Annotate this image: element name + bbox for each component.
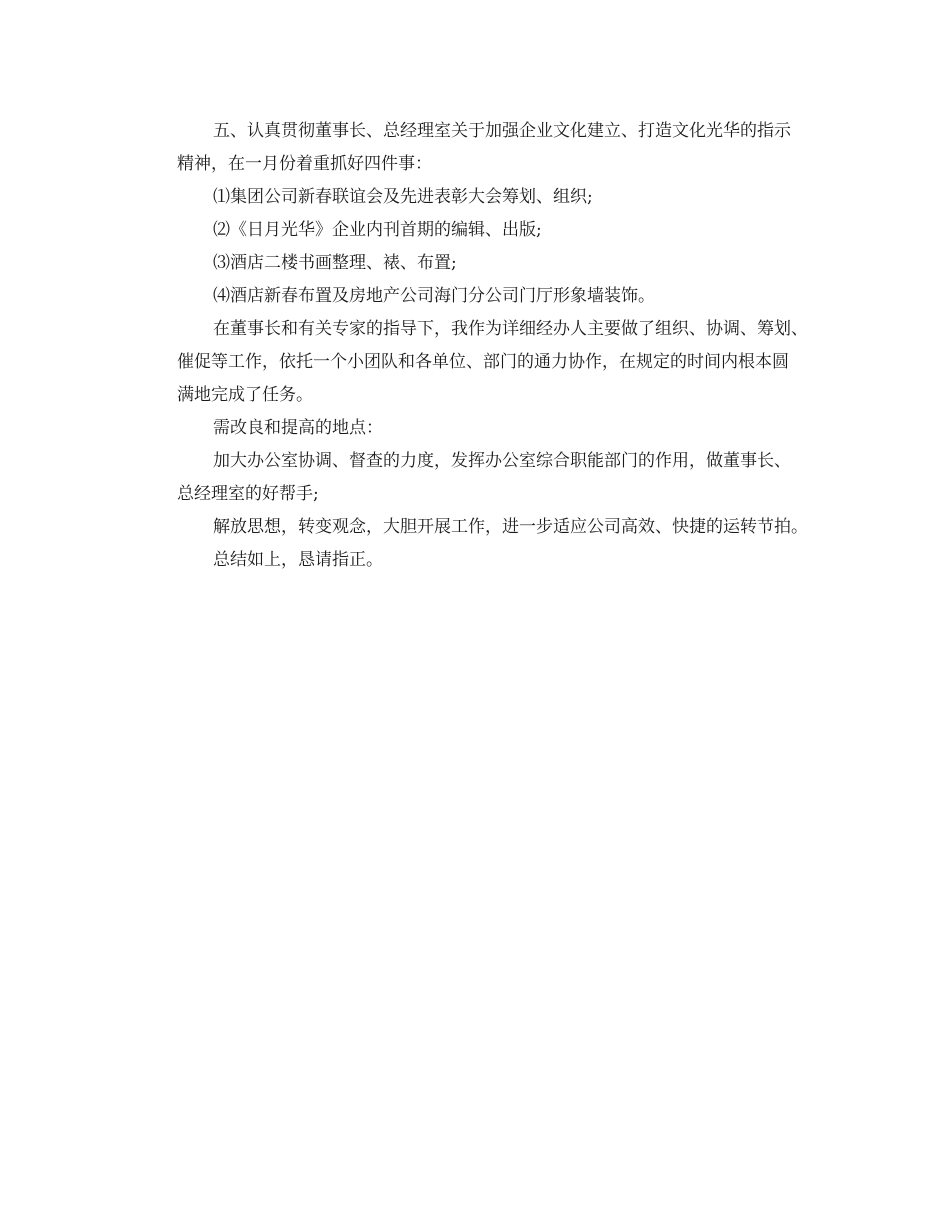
text-line: 需改良和提高的地点： xyxy=(213,418,383,438)
paragraph-work-done xyxy=(141,313,841,412)
paragraph-improvement-2 xyxy=(141,511,841,544)
list-item-4 xyxy=(141,280,841,313)
paragraph-culture-tasks xyxy=(141,115,841,181)
text-line: ⑴集团公司新春联谊会及先进表彰大会筹划、组织; xyxy=(213,187,593,207)
text-line: 催促等工作，依托一个小团队和各单位、部门的通力协作，在规定的时间内根本圆 xyxy=(177,352,789,372)
list-item-2 xyxy=(141,214,841,247)
text-line: ⑷酒店新春布置及房地产公司海门分公司门厅形象墙装饰。 xyxy=(213,286,655,306)
text-line: 在董事长和有关专家的指导下，我作为详细经办人主要做了组织、协调、筹划、 xyxy=(213,319,808,339)
paragraph-closing xyxy=(141,544,841,577)
document-body xyxy=(141,115,841,577)
paragraph-improvement-1 xyxy=(141,445,841,511)
text-line: 加大办公室协调、督查的力度，发挥办公室综合职能部门的作用，做董事长、 xyxy=(213,451,791,471)
text-line: 解放思想，转变观念，大胆开展工作，进一步适应公司高效、快捷的运转节拍。 xyxy=(213,517,808,537)
list-item-3 xyxy=(141,247,841,280)
text-line: 精神，在一月份着重抓好四件事： xyxy=(177,154,432,174)
text-line: 五、认真贯彻董事长、总经理室关于加强企业文化建立、打造文化光华的指示 xyxy=(213,121,791,141)
text-line: ⑵《日月光华》企业内刊首期的编辑、出版; xyxy=(213,220,542,240)
paragraph-improvements-heading xyxy=(141,412,841,445)
text-line: 满地完成了任务。 xyxy=(177,385,313,405)
text-line: ⑶酒店二楼书画整理、裱、布置; xyxy=(213,253,457,273)
text-line: 总经理室的好帮手; xyxy=(177,484,319,504)
list-item-1 xyxy=(141,181,841,214)
text-line: 总结如上，恳请指正。 xyxy=(213,550,383,570)
